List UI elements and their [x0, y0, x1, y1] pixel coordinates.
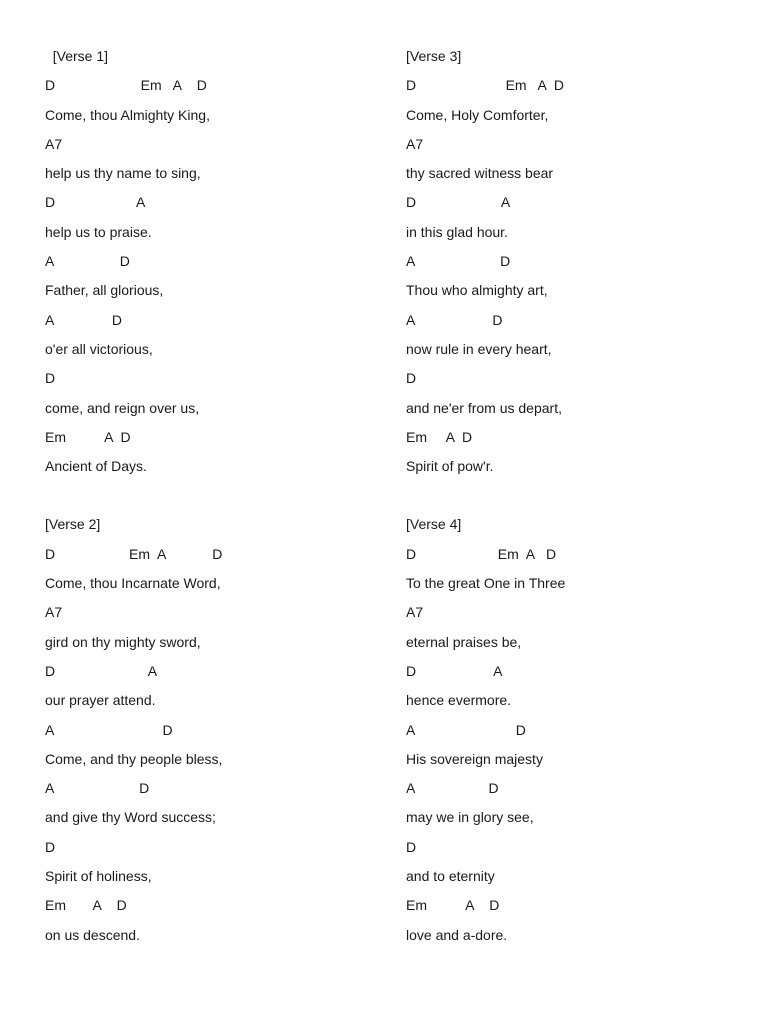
lyric-line: come, and reign over us,: [45, 399, 200, 416]
verse-heading: [Verse 3]: [406, 48, 462, 64]
chord-line: D A: [45, 194, 146, 211]
chord-line: A D: [45, 780, 150, 797]
chord-line: D A: [45, 662, 158, 679]
lyric-line: Come, and thy people bless,: [45, 750, 223, 767]
chord-line: Em A D: [406, 897, 500, 914]
chord-line: A D: [406, 311, 503, 328]
lyric-line: gird on thy mighty sword,: [45, 633, 201, 650]
lyric-line: on us descend.: [45, 926, 140, 943]
lyric-line: love and a-dore.: [406, 926, 508, 943]
chord-line: D Em A D: [45, 545, 223, 562]
right-column: [406, 45, 736, 982]
lyric-line: now rule in every heart,: [406, 340, 552, 357]
chord-line: D: [45, 370, 56, 387]
verse-block: [406, 45, 736, 484]
chord-line: A D: [406, 721, 526, 738]
verse-heading: [Verse 2]: [45, 516, 101, 533]
verse-heading: [Verse 1]: [45, 48, 109, 64]
lyric-line: Spirit of pow'r.: [406, 458, 494, 475]
lyric-line: and to eternity: [406, 868, 495, 885]
chord-line: A D: [406, 253, 511, 270]
lyric-line: His sovereign majesty: [406, 750, 543, 767]
lyric-line: Come, thou Incarnate Word,: [45, 575, 221, 592]
chord-line: D Em A D: [45, 77, 207, 94]
chord-line: Em A D: [45, 428, 131, 445]
lyric-line: and give thy Word success;: [45, 809, 216, 826]
lyric-line: and ne'er from us depart,: [406, 399, 562, 416]
lyric-line: thy sacred witness bear: [406, 165, 554, 182]
chord-line: D: [45, 838, 56, 855]
chord-line: A7: [406, 135, 424, 152]
verse-block: [45, 513, 375, 952]
verse-block: [45, 45, 375, 484]
lyric-line: help us thy name to sing,: [45, 165, 201, 182]
lyric-line: help us to praise.: [45, 223, 152, 240]
left-column: [45, 45, 375, 982]
chord-line: D Em A D: [406, 77, 564, 94]
chord-line: Em A D: [45, 897, 127, 914]
chord-line: D: [406, 370, 417, 387]
lyric-line: Come, Holy Comforter,: [406, 106, 549, 123]
lyric-line: Come, thou Almighty King,: [45, 106, 210, 123]
chord-line: A D: [45, 721, 173, 738]
lyric-line: eternal praises be,: [406, 633, 522, 650]
chord-line: A7: [45, 604, 63, 621]
chord-line: A7: [406, 604, 424, 621]
verse-block: [406, 513, 736, 952]
chord-line: D Em A D: [406, 545, 557, 562]
lyric-line: hence evermore.: [406, 692, 512, 709]
chord-line: A D: [45, 253, 130, 270]
lyric-line: Thou who almighty art,: [406, 282, 548, 299]
lyric-line: in this glad hour.: [406, 223, 508, 240]
lyric-line: our prayer attend.: [45, 692, 156, 709]
chord-line: Em A D: [406, 428, 473, 445]
lyric-line: Father, all glorious,: [45, 282, 164, 299]
chord-line: A7: [45, 135, 63, 152]
chord-line: A D: [406, 780, 499, 797]
lyric-line: Spirit of holiness,: [45, 868, 152, 885]
chord-line: D: [406, 838, 417, 855]
verse-heading: [Verse 4]: [406, 516, 462, 533]
chord-line: D A: [406, 194, 511, 211]
lyric-line: Ancient of Days.: [45, 458, 147, 475]
chord-line: D A: [406, 662, 503, 679]
lyric-line: may we in glory see,: [406, 809, 534, 826]
lyric-line: o'er all victorious,: [45, 340, 153, 357]
lyric-line: To the great One in Three: [406, 575, 566, 592]
chord-line: A D: [45, 311, 123, 328]
